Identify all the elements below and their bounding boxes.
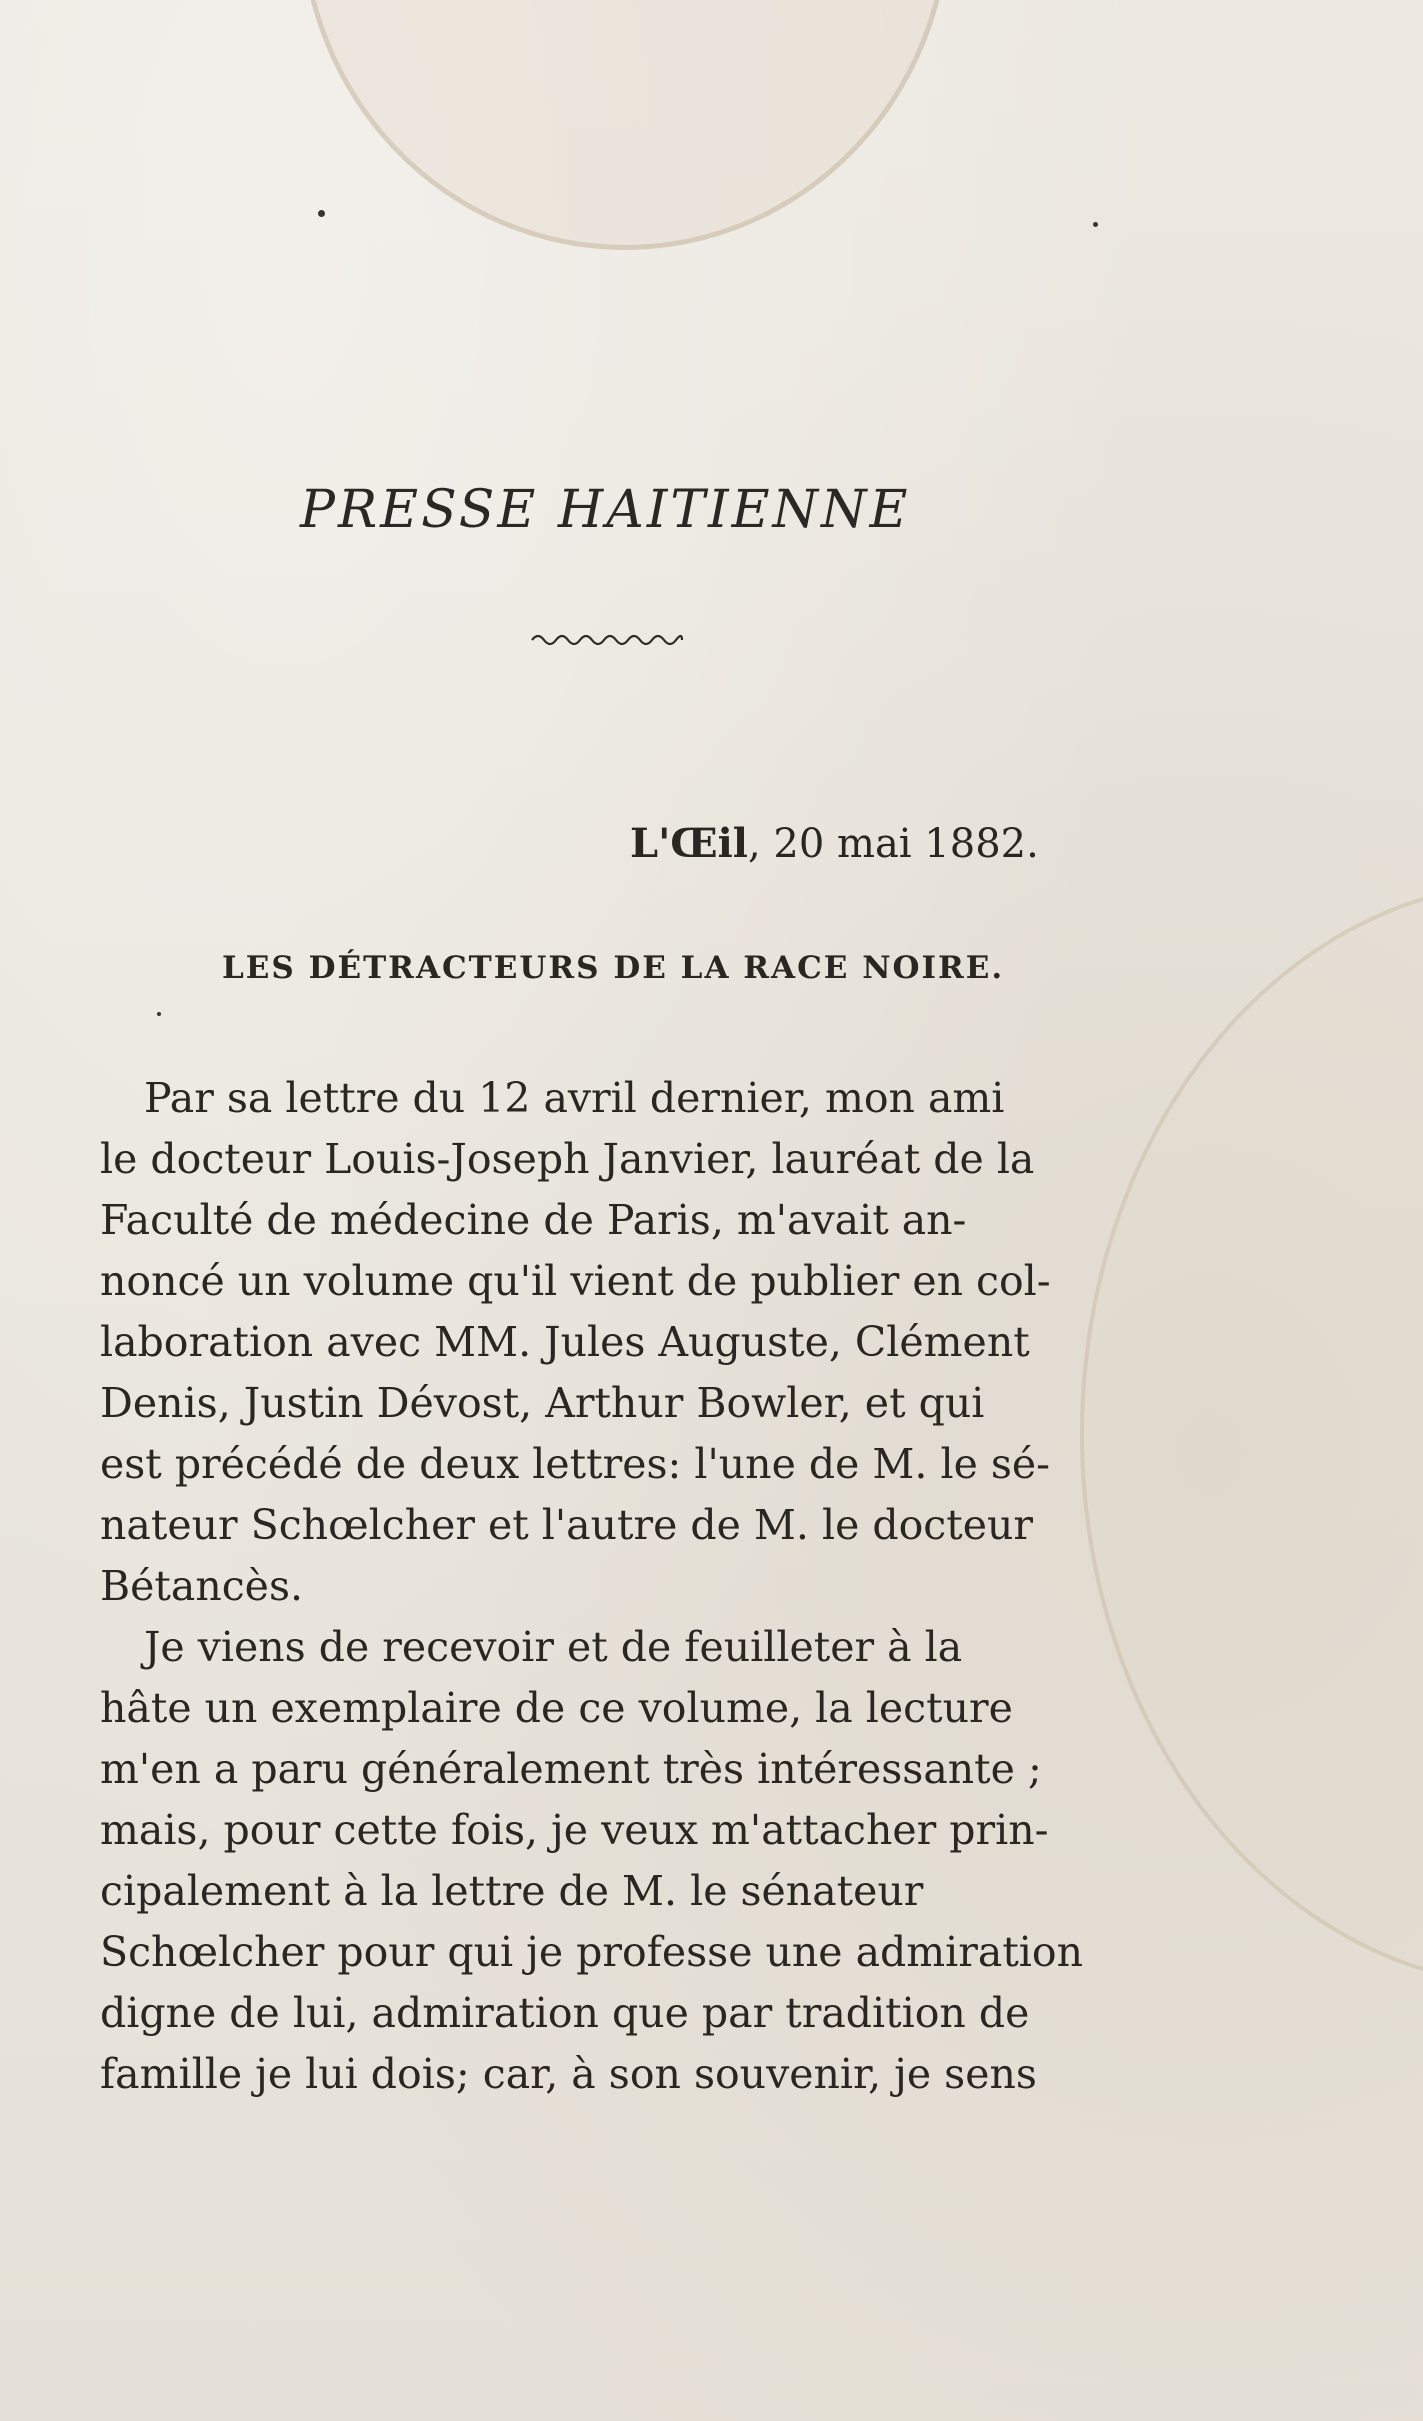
running-title: PRESSE HAITIENNE (300, 480, 911, 540)
water-stain-top (300, 0, 950, 250)
ink-spot (157, 1012, 161, 1016)
text-line: noncé un volume qu'il vient de publier en col- (100, 1257, 1051, 1305)
text-line: famille je lui dois; car, à son souvenir, je sens (100, 2050, 1037, 2098)
text-line: Denis, Justin Dévost, Arthur Bowler, et qui (100, 1379, 985, 1427)
text-line: hâte un exemplaire de ce volume, la lecture (100, 1684, 1013, 1732)
text-line: Bétancès. (100, 1562, 304, 1610)
issue-date: , 20 mai 1882. (747, 821, 1039, 867)
dateline (630, 820, 1039, 867)
text-line: cipalement à la lettre de M. le sénateur (100, 1867, 924, 1915)
newspaper-name: L'Œil (630, 820, 748, 867)
article-body (100, 1068, 1132, 2105)
text-line: laboration avec MM. Jules Auguste, Clément (100, 1318, 1030, 1366)
ink-spot (1093, 222, 1098, 227)
text-line: nateur Schœlcher et l'autre de M. le docteur (100, 1501, 1034, 1549)
text-line: Schœlcher pour qui je professe une admiration (100, 1928, 1083, 1976)
text-line: Je viens de recevoir et de feuilleter à la (144, 1623, 963, 1671)
paragraph (100, 1617, 1132, 2105)
text-line: m'en a paru généralement très intéressante ; (100, 1745, 1042, 1793)
text-line: Faculté de médecine de Paris, m'avait an- (100, 1196, 967, 1244)
ink-spot (318, 210, 325, 217)
text-line: est précédé de deux lettres: l'une de M. le sé- (100, 1440, 1051, 1488)
wavy-ornament (530, 630, 685, 650)
paragraph (100, 1068, 1132, 1617)
text-line: le docteur Louis-Joseph Janvier, lauréat de la (100, 1135, 1035, 1183)
text-line: Par sa lettre du 12 avril dernier, mon ami (144, 1074, 1005, 1122)
text-line: mais, pour cette fois, je veux m'attacher prin- (100, 1806, 1049, 1854)
article-heading: LES DÉTRACTEURS DE LA RACE NOIRE. (222, 950, 1005, 986)
text-line: digne de lui, admiration que par tradition de (100, 1989, 1030, 2037)
